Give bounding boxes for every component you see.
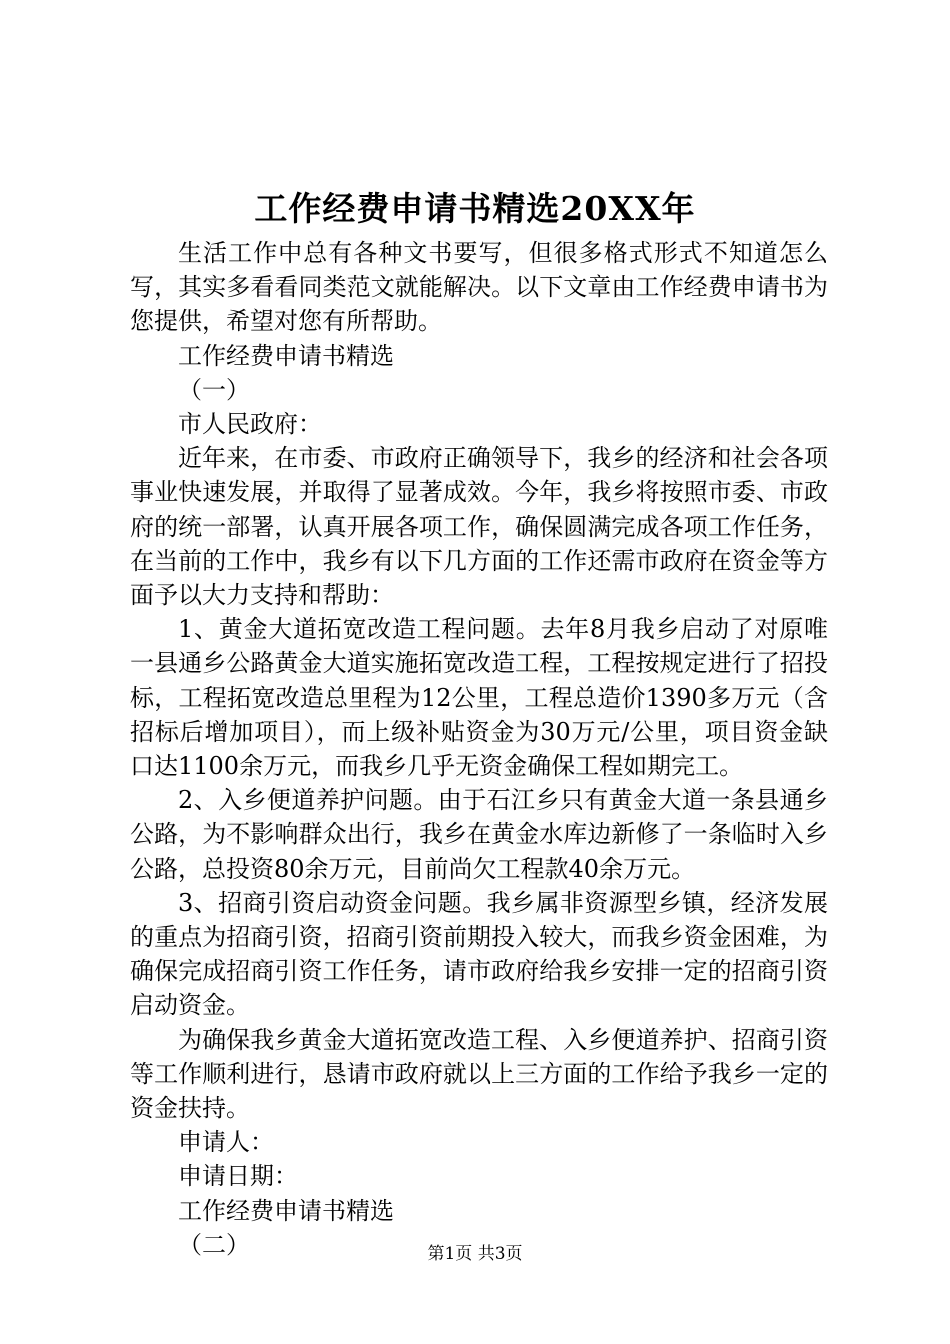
document-body xyxy=(130,236,828,1262)
page-footer: 第1页 共3页 xyxy=(427,1244,523,1264)
section-heading-2: 工作经费申请书精选 xyxy=(178,1196,394,1225)
salutation: 市人民政府： xyxy=(178,410,322,439)
application-date-label: 申请日期： xyxy=(178,1162,298,1191)
item-paragraph-2: 2、入乡便道养护问题。由于石江乡只有黄金大道一条县通乡公路，为不影响群众出行，我乡在黄金水库边新修了一条临时入乡公路，总投资80余万元，目前尚欠工程款40余万元。 xyxy=(130,786,828,883)
body-paragraph: 近年来，在市委、市政府正确领导下，我乡的经济和社会各项事业快速发展，并取得了显著成效。今年，我乡将按照市委、市政府的统一部署，认真开展各项工作，确保圆满完成各项工作任务，在当前的工作中，我乡有以下几方面的工作还需市政府在资金等方面予以大力支持和帮助： xyxy=(130,444,828,610)
section-number-2: （二） xyxy=(178,1230,250,1259)
item-paragraph-1: 1、黄金大道拓宽改造工程问题。去年8月我乡启动了对原唯一县通乡公路黄金大道实施拓宽改造工程，工程按规定进行了招投标，工程拓宽改造总里程为12公里，工程总造价1390多万元（含招标后增加项目），而上级补贴资金为30万元/公里，项目资金缺口达1100余万元，而我乡几乎无资金确保工程如期完工。 xyxy=(130,615,828,781)
applicant-label: 申请人： xyxy=(178,1128,274,1157)
section-number-1: （一） xyxy=(178,375,250,404)
closing-paragraph: 为确保我乡黄金大道拓宽改造工程、入乡便道养护、招商引资等工作顺利进行，恳请市政府就以上三方面的工作给予我乡一定的资金扶持。 xyxy=(130,1025,828,1123)
section-heading-1: 工作经费申请书精选 xyxy=(178,341,394,370)
intro-paragraph: 生活工作中总有各种文书要写，但很多格式形式不知道怎么写，其实多看看同类范文就能解决。以下文章由工作经费申请书为您提供，希望对您有所帮助。 xyxy=(130,239,828,336)
item-paragraph-3: 3、招商引资启动资金问题。我乡属非资源型乡镇，经济发展的重点为招商引资，招商引资前期投入较大，而我乡资金困难，为确保完成招商引资工作任务，请市政府给我乡安排一定的招商引资启动资金。 xyxy=(130,888,828,1020)
document-title: 工作经费申请书精选20XX年 xyxy=(254,189,696,228)
